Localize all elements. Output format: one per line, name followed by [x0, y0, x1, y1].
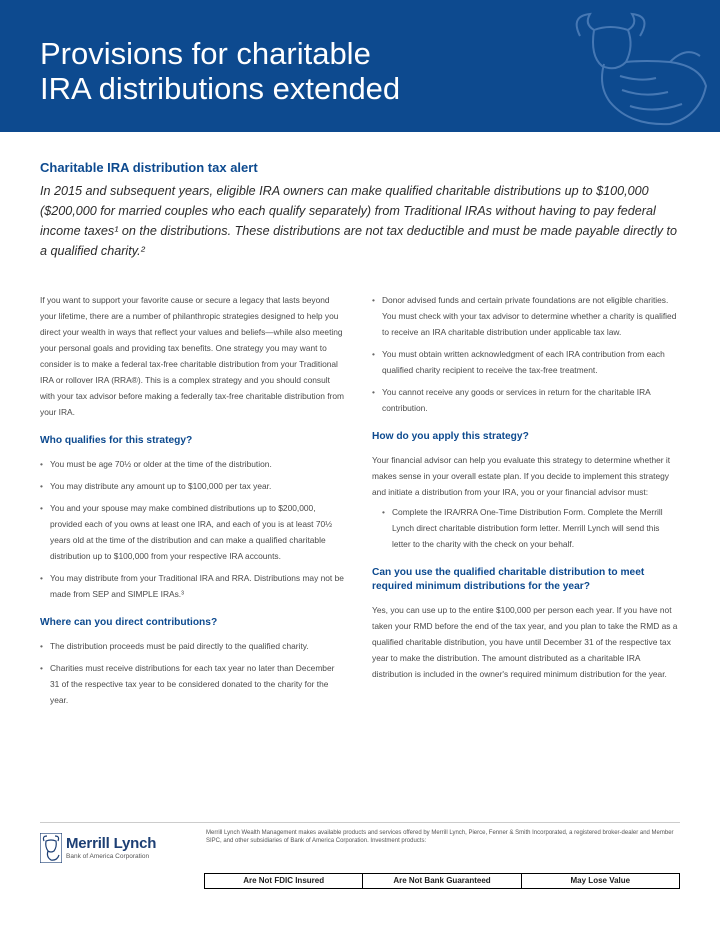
logo-name: Merrill Lynch [66, 835, 157, 852]
apply-strategy-body: Your financial advisor can help you evaluate this strategy to determine whether it makes sense in your overall estate plan. If you decide to implement this strategy and initiate a distribution from your IRA, you or your financial advisor must: [372, 455, 671, 497]
not-fdic-insured-cell: Are Not FDIC Insured [205, 874, 363, 888]
investment-products-table [204, 873, 680, 889]
logo-subtitle: Bank of America Corporation [66, 853, 150, 860]
not-bank-guaranteed-cell: Are Not Bank Guaranteed [363, 874, 521, 888]
where-contributions-list [40, 638, 346, 708]
apply-strategy-heading: How do you apply this strategy? [372, 431, 529, 442]
list-item: • Donor advised funds and certain private foundations are not eligible charities. You must check with your tax advisor to determine whether a charity is qualified to receive an IRA charitable distribution under applicable tax law. [372, 292, 680, 340]
list-item: • You may distribute any amount up to $100,000 per tax year. [40, 478, 346, 494]
footer-disclaimer: Merrill Lynch Wealth Management makes available products and services offered by Merrill Lynch, Pierce, Fenner & Smith Incorporated, a registered broker-dealer and Member SIPC, and other subsidiaries of Bank of America Corporation. Investment products: [206, 830, 674, 844]
tax-alert-heading: Charitable IRA distribution tax alert [40, 160, 258, 175]
intro-paragraph: If you want to support your favorite cause or secure a legacy that lasts beyond your lifetime, there are a number of philanthropic strategies designed to help you direct your wealth in ways that reflect your values and beliefs—while also meeting your personal goals and providing tax benefits. One strategy you may want to consider is to make a federal tax-free charitable distribution from your Traditional IRA or rollover IRA (RRA®). This is a complex strategy and you should consult with your tax advisor before making a federally tax-free charitable distribution from your IRA. [40, 295, 344, 417]
right-column [372, 292, 680, 686]
list-item: • You and your spouse may make combined distributions up to $200,000, provided each of you owns at least one IRA, and each of you is at least 70½ years old at the time of the distribution and can make a qualified charitable distribution up to $100,000 from your respective IRA accounts. [40, 500, 346, 564]
bull-logo-icon [560, 6, 710, 132]
may-lose-value-cell: May Lose Value [570, 876, 631, 885]
list-item: • You cannot receive any goods or services in return for the charitable IRA contribution. [372, 384, 680, 416]
title-line-1: Provisions for charitable [40, 36, 371, 71]
rmd-heading: Can you use the qualified charitable distribution to meet required minimum distributions for the year? [372, 567, 645, 592]
who-qualifies-heading: Who qualifies for this strategy? [40, 435, 193, 446]
left-column [40, 292, 346, 714]
who-qualifies-list [40, 456, 346, 602]
where-contributions-heading: Where can you direct contributions? [40, 617, 218, 628]
list-item: • The distribution proceeds must be paid directly to the qualified charity. [40, 638, 346, 654]
page-title [40, 36, 560, 106]
tax-alert-body: In 2015 and subsequent years, eligible IRA owners can make qualified charitable distributions up to $100,000 ($200,000 for married couples who each qualify separately) from Traditional IRAs without having to pay federal income taxes¹ on the distributions. These distributions are not tax deductible and must be made payable directly to a qualified charity.² [40, 184, 678, 258]
merrill-bull-mark-icon [40, 833, 62, 863]
eligibility-list [372, 292, 680, 416]
list-item: • You may distribute from your Traditional IRA and RRA. Distributions may not be made from SEP and SIMPLE IRAs.³ [40, 570, 346, 602]
list-item: • You must be age 70½ or older at the time of the distribution. [40, 456, 346, 472]
tax-alert-section [40, 160, 680, 261]
title-line-2: IRA distributions extended [40, 71, 401, 106]
list-item: • Charities must receive distributions for each tax year no later than December 31 of the respective tax year to be considered donated to the charity for the year. [40, 660, 346, 708]
merrill-lynch-logo [40, 833, 200, 869]
header-banner [0, 0, 720, 132]
apply-steps-list [372, 504, 680, 552]
rmd-body: Yes, you can use up to the entire $100,000 per person each year. If you have not taken your RMD before the end of the tax year, and you plan to take the RMD as a qualified charitable distribution, you have until December 31 of the respective tax year to make the distribution. The amount distributed as a charitable IRA distribution is included in the owner's required minimum distribution for the year. [372, 605, 678, 679]
footer [40, 822, 680, 892]
list-item: • You must obtain written acknowledgment of each IRA contribution from each qualified charity recipient to receive the tax-free treatment. [372, 346, 680, 378]
list-item: • Complete the IRA/RRA One-Time Distribution Form. Complete the Merrill Lynch direct charitable distribution form letter. Merrill Lynch will send this letter to the charity with the check on your behalf. [382, 504, 680, 552]
